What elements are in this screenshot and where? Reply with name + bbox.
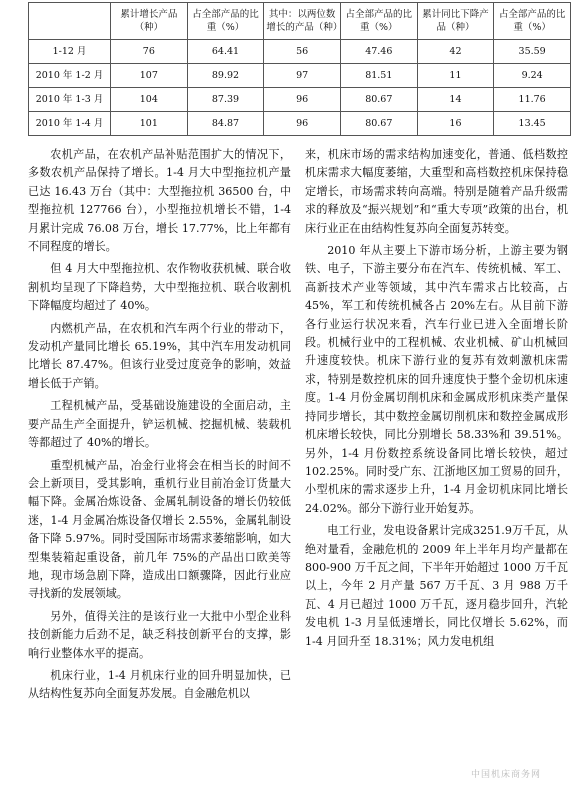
table-cell: 80.67 <box>340 88 417 112</box>
watermark-logo: 中国机床商务网 <box>470 770 541 780</box>
table-cell: 2010 年 1-4 月 <box>29 112 111 136</box>
table-cell: 96 <box>264 112 341 136</box>
table-row <box>29 112 571 136</box>
table-cell: 84.87 <box>187 112 264 136</box>
article-body <box>28 146 568 786</box>
table-row <box>29 64 571 88</box>
table-cell: 14 <box>417 88 494 112</box>
table-row <box>29 40 571 64</box>
table-header-cell: 占全部产品的比重（%） <box>340 3 417 40</box>
left-column <box>28 146 291 786</box>
table-header-cell: 占全部产品的比重（%） <box>494 3 571 40</box>
paragraph-construction-machinery: 工程机械产品，受基础设施建设的全面启动，主要产品生产全面提升，铲运机械、挖掘机械、装载机等都超过了 40%的增长。 <box>28 399 291 450</box>
table-header-cell: 其中：以两位数增长的产品（种） <box>264 3 341 40</box>
table-cell: 107 <box>111 64 188 88</box>
table-cell: 81.51 <box>340 64 417 88</box>
statistics-table <box>28 2 571 136</box>
table-cell: 2010 年 1-3 月 <box>29 88 111 112</box>
table-cell: 11 <box>417 64 494 88</box>
table-header-row <box>29 3 571 40</box>
right-column <box>305 146 568 786</box>
table-cell: 16 <box>417 112 494 136</box>
table-cell: 11.76 <box>494 88 571 112</box>
table-header-cell: 累计增长产品（种） <box>111 3 188 40</box>
paragraph-innovation-note: 另外，值得关注的是该行业一大批中小型企业科技创新能力后劲不足，缺乏科技创新平台的支撑，影响行业整体水平的提高。 <box>28 609 291 660</box>
paragraph-internal-combustion: 内燃机产品，在农机和汽车两个行业的带动下，发动机产量同比增长 65.19%，其中汽车用发动机同比增长 87.47%。但该行业受过度竞争的影响，效益增长低于产销。 <box>28 321 291 390</box>
table-cell: 35.59 <box>494 40 571 64</box>
table-cell: 42 <box>417 40 494 64</box>
table-cell: 13.45 <box>494 112 571 136</box>
table-header-cell: 占全部产品的比重（%） <box>187 3 264 40</box>
paragraph-electrical-industry: 电工行业，发电设备累计完成3251.9万千瓦，从绝对量看，金融危机的 2009 年上半年月均产量都在 800-900 万千瓦之间，下半年开始超过 1000 万千瓦以上，今年 2 月产量 567 万千瓦、3 月 988 万千瓦、4 月已超过 1000 万千瓦，逐月稳步回升，汽轮发电机 1-3 月呈低速增长，同比仅增长 5.62%，而 1-4 月回升至 18.31%；风力发电机组 <box>305 524 568 648</box>
table-row <box>29 88 571 112</box>
table-cell: 101 <box>111 112 188 136</box>
table-cell: 64.41 <box>187 40 264 64</box>
paragraph-machine-tools: 机床行业，1-4 月机床行业的回升明显加快，已从结构性复苏向全面复苏发展。自金融危机以 <box>28 668 291 701</box>
table-cell: 96 <box>264 88 341 112</box>
table-cell: 56 <box>264 40 341 64</box>
table-cell: 1-12 月 <box>29 40 111 64</box>
table-cell: 87.39 <box>187 88 264 112</box>
table-cell: 2010 年 1-2 月 <box>29 64 111 88</box>
paragraph-decline-note: 但 4 月大中型拖拉机、农作物收获机械、联合收割机均呈现了下降趋势，大中型拖拉机、联合收割机下降幅度均超过了 40%。 <box>28 262 291 313</box>
table-cell: 47.46 <box>340 40 417 64</box>
table-cell: 76 <box>111 40 188 64</box>
paragraph-machine-tools-continued: 来，机床市场的需求结构加速变化，普通、低档数控机床需求大幅度萎缩，大重型和高档数控机床保持稳定增长，市场需求转向高端。特别是随着产品升级需求的释放及“振兴规划”和“重大专项”政策的出台，机床行业正在由结构性复苏向全面复苏转变。 <box>305 148 568 235</box>
table-cell: 97 <box>264 64 341 88</box>
paragraph-agricultural-machinery: 农机产品，在农机产品补贴范围扩大的情况下，多数农机产品保持了增长。1-4 月大中型拖拉机产量已达 16.43 万台（其中：大型拖拉机 36500 台，中型拖拉机 127766 台），小型拖拉机增长不错，1-4 月累计完成 76.08 万台，增长 17.77%，比上年都有不同程度的增长。 <box>28 148 291 254</box>
table-cell: 104 <box>111 88 188 112</box>
paragraph-heavy-machinery: 重型机械产品，冶金行业将会在相当长的时间不会上新项目，受其影响，重机行业目前冶金订货量大幅下降。金属冶炼设备、金属轧制设备的增长仍较低迷，1-4 月金属冶炼设备仅增长 2.55%，金属轧制设备下降 5.97%。同时受国际市场需求萎缩影响，如大型集装箱起重设备，前几年 75%的产品出口欧美等地，现市场急剧下降，造成出口额骤降，因此行业应寻找新的发展领域。 <box>28 458 291 601</box>
table-cell: 9.24 <box>494 64 571 88</box>
paragraph-market-analysis: 2010 年从主要上下游市场分析，上游主要为钢铁、电子，下游主要分布在汽车、传统机械、军工、高新技术产业等领域，其中汽车需求占比较高，占 45%，军工和传统机械各占 20%左右。从目前下游各行业运行状况来看，汽车行业已进入全面增长阶段。机械行业中的工程机械、农业机械、矿山机械回升速度较快。机床下游行业的复苏有效刺激机床需求，特别是数控机床的回升速度快于整个金切机床速度。1-4 月份金属切削机床和金属成形机床类产量保持同步增长，其中数控金属切削机床和数控金属成形机床增长较快，同比分别增长 58.33%和 39.51%。另外，1-4 月份数控系统设备同比增长较快，超过 102.25%。同时受广东、江浙地区加工贸易的回升，小型机床的需求逐步上升，1-4 月金切机床同比增长 24.02%。部分下游行业开始复苏。 <box>305 244 568 515</box>
table-header-cell: 累计同比下降产品（种） <box>417 3 494 40</box>
table-cell: 89.92 <box>187 64 264 88</box>
table-header-cell <box>29 3 111 40</box>
table-cell: 80.67 <box>340 112 417 136</box>
